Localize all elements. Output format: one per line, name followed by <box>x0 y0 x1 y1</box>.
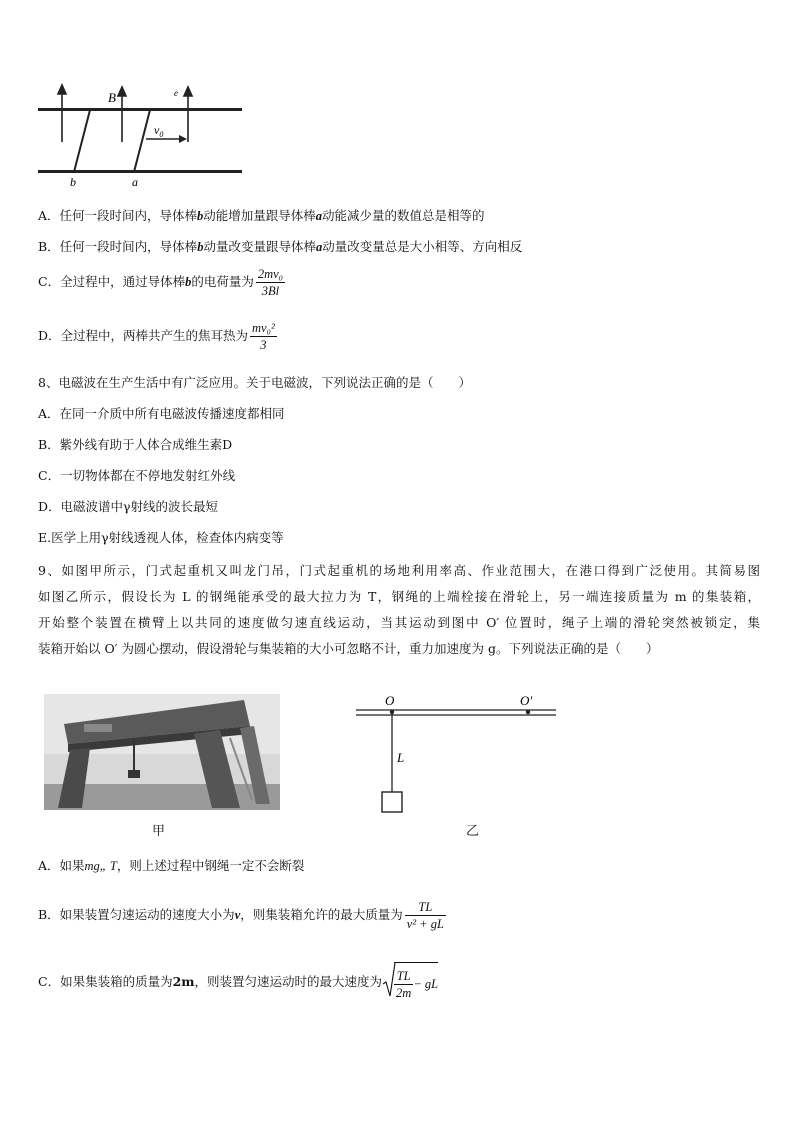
label-v0: $v_0$ <box>154 123 164 139</box>
q7-option-d: D．全过程中，两棒共产生的焦耳热为 $\frac{\text{mv₀²}}{3}$ <box>38 321 275 352</box>
rod-a <box>134 110 150 172</box>
q9-option-b: B．如果装置匀速运动的速度大小为v，则集装箱允许的最大质量为 $\frac{TL}{\text{v² + gL}}$ <box>38 900 444 931</box>
magnetic-field-arrows <box>58 85 192 142</box>
container-box <box>382 792 402 812</box>
q8-option-a: A．在同一介质中所有电磁波传播速度都相同 <box>38 406 285 421</box>
q9-stem: 9、如图甲所示，门式起重机又叫龙门吊，门式起重机的场地利用率高、作业范围大，在港口得到广泛使用。其简易图 如图乙所示，假设长为 L 的钢绳能承受的最大拉力为 T，钢绳的上端栓接在滑轮上，另一端连接质量为 m 的集装箱， 开始整个装置在横臂上以共同的速度做匀速直线运动，当其运动到图中 O′ 位置时，绳子上端的滑轮突然被锁定，集 装箱开始以 O′ 为圆心摆动，假设滑轮与集装箱的大小可忽略不计，重力加速度为 g。下列说法正确的是（ ） <box>38 563 760 656</box>
top-rail <box>38 108 242 111</box>
label-a: a <box>132 175 138 189</box>
label-o-prime: O′ <box>520 693 533 708</box>
pendulum-diagram <box>352 690 560 818</box>
q9-option-c: C．如果集装箱的质量为2m，则装置匀速运动时的最大速度为 $\frac{TL}{2m}$ − gL <box>38 962 438 1003</box>
label-e: e <box>174 88 178 98</box>
caption-jia: 甲 <box>152 824 166 839</box>
sqrt-expression: $\frac{TL}{2m}$ − gL <box>382 962 438 1003</box>
q7-option-c: C．全过程中，通过导体棒b的电荷量为 $\frac{\text{2mv₀}}{3Bl}$ <box>38 267 284 298</box>
label-o: O <box>385 693 395 708</box>
label-l: L <box>397 750 405 765</box>
q8-option-b: B．紫外线有助于人体合成维生素D <box>38 437 233 452</box>
caption-yi: 乙 <box>466 824 480 839</box>
rails-rods-figure <box>36 82 246 190</box>
label-B: B <box>108 90 116 105</box>
q8-option-d: D．电磁波谱中γ射线的波长最短 <box>38 499 218 514</box>
max-mass-fraction: $\frac{TL}{\text{v² + gL}}$ <box>406 900 444 931</box>
label-b: b <box>70 175 76 189</box>
q7-option-b: B．任何一段时间内，导体棒b动量改变量跟导体棒a动量改变量总是大小相等、方向相反 <box>38 239 523 254</box>
q8-option-c: C．一切物体都在不停地发射红外线 <box>38 468 236 483</box>
q8-option-e: E.医学上用γ射线透视人体，检查体内病变等 <box>38 530 284 545</box>
q9-option-a: A．如果mg„ T，则上述过程中钢绳一定不会断裂 <box>38 858 305 873</box>
q8-stem: 8、电磁波在生产生活中有广泛应用。关于电磁波，下列说法正确的是（ ） <box>38 375 471 390</box>
q7-option-a: A．任何一段时间内，导体棒b动能增加量跟导体棒a动能减少量的数值总是相等的 <box>38 208 485 223</box>
heat-fraction: $\frac{\text{mv₀²}}{3}$ <box>252 321 275 352</box>
rod-b <box>74 110 90 172</box>
charge-fraction: $\frac{\text{2mv₀}}{3Bl}$ <box>257 267 284 298</box>
bottom-rail <box>38 170 242 173</box>
gantry-crane-photo <box>44 694 280 810</box>
pulley-o-prime <box>526 710 530 714</box>
